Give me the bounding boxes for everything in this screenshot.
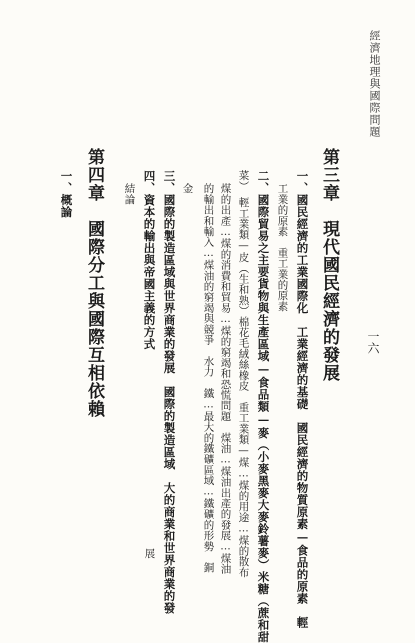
chapter-4-title: 第四章 國際分工與國際互相依賴 xyxy=(84,148,104,418)
ch3-section-3: 三、國際的製造區域與世界商業的發展 國際的製造區域 大的商業和世界商業的發 xyxy=(162,170,177,614)
running-title: 經濟地理與國際問題 xyxy=(368,30,381,138)
ch3-section-2-cont-b: 煤的出產…煤的消費和貿易…煤的窮竭和恐慌問題 煤油…煤油出產的發展…煤油 xyxy=(219,183,232,575)
ch3-section-1: 一、國民經濟的工業國際化 工業經濟的基礎 國民經濟的物質原素—食品的原素 輕 xyxy=(295,170,310,629)
chapter-3-title: 第三章 現代國民經濟的發展 xyxy=(319,148,339,382)
ch3-section-3-cont: 展 xyxy=(143,548,156,559)
ch4-section-1: 一、概論 xyxy=(59,170,74,218)
ch3-section-4: 四、資本的輸出與帝國主義的方式 xyxy=(142,170,157,350)
ch3-section-2-cont-a: 菜） 輕工業類—皮（生和熟）棉花毛絨絲橡皮 重工業類—煤…煤的用途…煤的散布 xyxy=(237,170,250,578)
ch3-section-2-cont-c: 的輸出和輸入…煤油的窮竭與競爭 水力 鐵…最大的鐵礦區域…鐵礦的形勢 銅 xyxy=(202,183,215,573)
ch3-conclusion: 結論 xyxy=(123,183,136,205)
ch3-section-2-cont-d: 金 xyxy=(181,183,194,194)
ch3-section-1-cont: 工業的原素 重工業的原素 xyxy=(276,183,289,312)
page-number: 一六 xyxy=(366,330,380,354)
ch3-section-2: 二、國際貿易之主要貨物與生產區域—食品類—麥（小麥黑麥大麥鈴薯麥）米糖（蔗和甜 xyxy=(256,170,271,643)
